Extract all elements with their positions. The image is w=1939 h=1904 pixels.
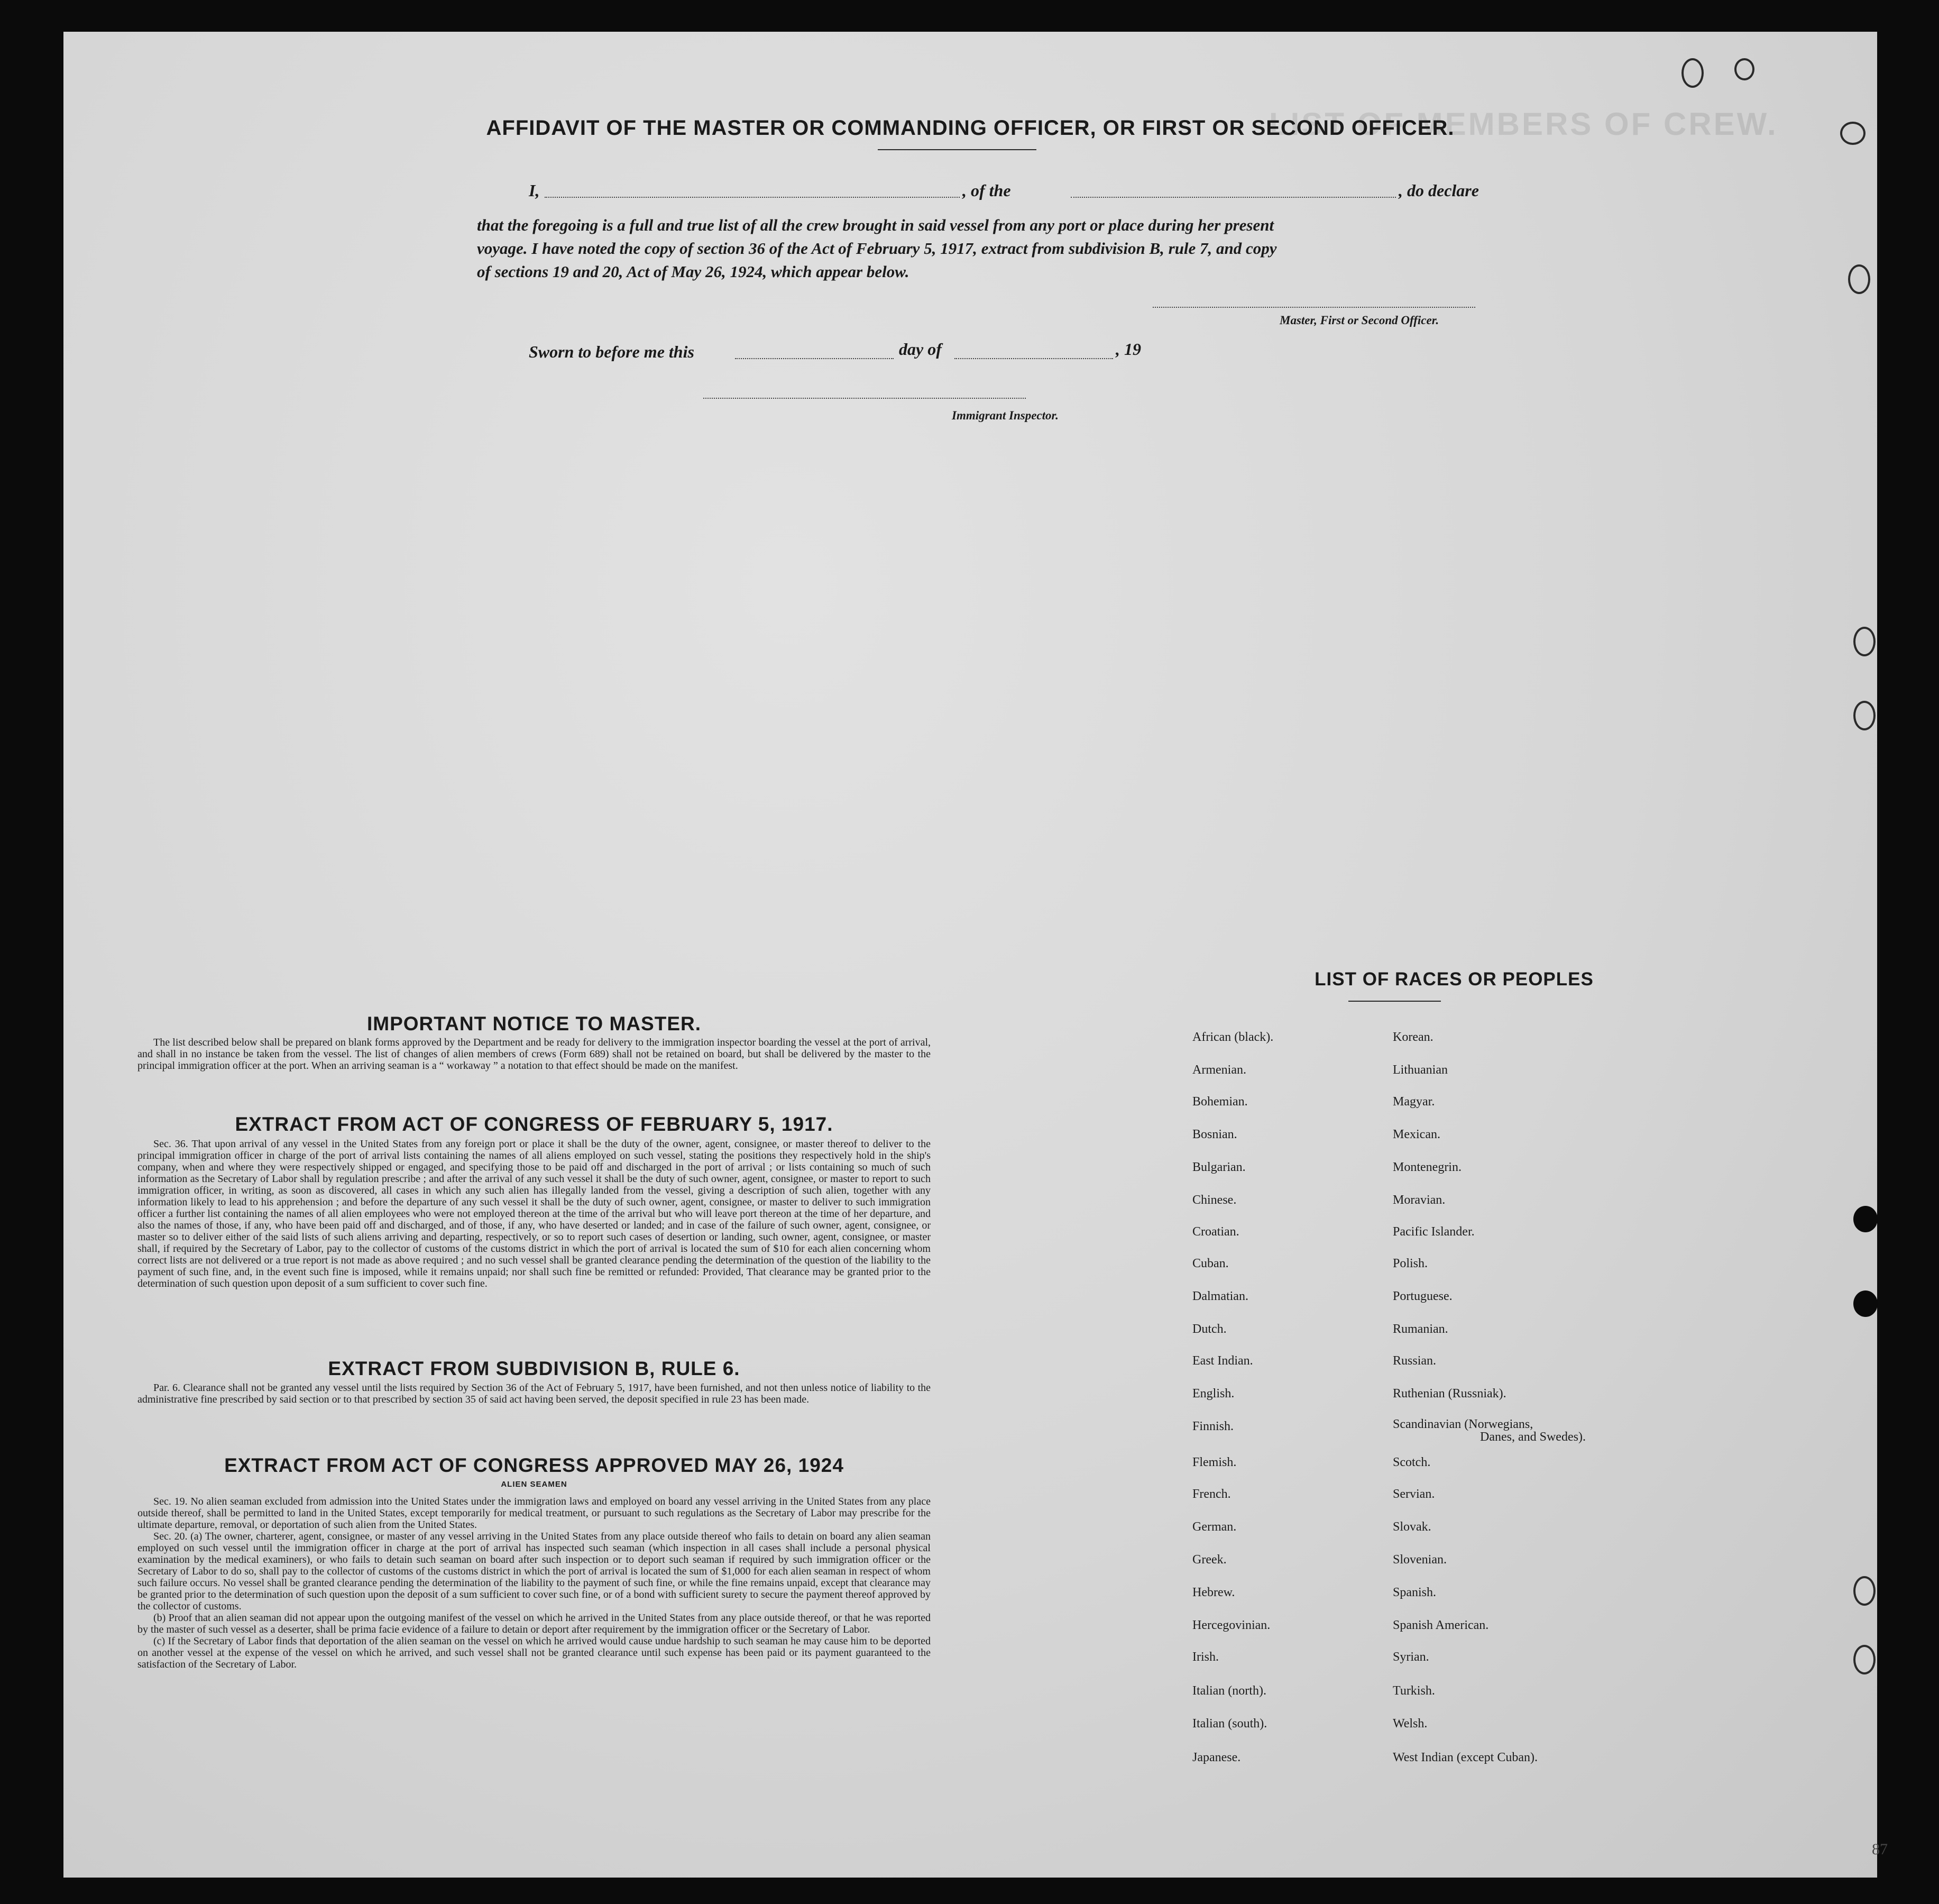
rule6-text: [137, 1382, 931, 1405]
extract-1924-text: [137, 1496, 931, 1670]
page-number-mark: 87: [1872, 1841, 1888, 1858]
document-page: [63, 32, 1888, 1878]
race-item: Pacific Islander.: [1393, 1225, 1475, 1239]
race-item: Danes, and Swedes).: [1480, 1430, 1586, 1444]
bleed-through-texture: LIST OF MEMBERS OF CREW.: [1269, 106, 1778, 142]
affidavit-line-2: that the foregoing is a full and true list of all the crew brought in said vessel from any port or place during her present: [477, 216, 1274, 234]
inspector-signature-blank[interactable]: [703, 398, 1026, 399]
race-item: Irish.: [1192, 1650, 1219, 1664]
punch-hole: [1681, 58, 1704, 88]
race-item: Hebrew.: [1192, 1586, 1235, 1599]
race-item: Italian (north).: [1192, 1684, 1266, 1698]
notice-title: IMPORTANT NOTICE TO MASTER.: [366, 1013, 701, 1035]
race-item: Syrian.: [1393, 1650, 1429, 1664]
race-item: German.: [1192, 1520, 1237, 1534]
rule6-title: EXTRACT FROM SUBDIVISION B, RULE 6.: [328, 1358, 740, 1379]
races-title: LIST OF RACES OR PEOPLES: [1315, 969, 1594, 990]
race-item: Italian (south).: [1192, 1717, 1267, 1731]
race-item: Greek.: [1192, 1553, 1227, 1567]
race-item: West Indian (except Cuban).: [1393, 1751, 1538, 1764]
race-item: Mexican.: [1393, 1128, 1440, 1141]
notice-paragraph: The list described below shall be prepared on blank forms approved by the Department and be ready for delivery to the immigration inspector boarding the vessel at the port of arrival, and shall in no instance be taken from the vessel. The list of changes of alien members of crews (Form 689) shall not be retained on board, but shall be delivered by the master to the principal immigration officer at the port. When an arriving seaman is a “ workaway ” a notation to that effect should be made on the manifest.: [137, 1037, 931, 1072]
race-item: Montenegrin.: [1393, 1160, 1462, 1174]
race-item: Korean.: [1393, 1030, 1433, 1044]
race-item: Croatian.: [1192, 1225, 1239, 1239]
punch-hole: [1853, 1645, 1876, 1674]
race-item: Bohemian.: [1192, 1095, 1248, 1109]
sec20a-paragraph: Sec. 20. (a) The owner, charterer, agent, consignee, or master of any vessel arriving in the United States from any place outside thereof who fails to detain on board any alien seaman employed on such vessel until the immigration officer in charge at the port of arrival has inspected such seaman (which inspection in all cases shall include a personal physical examination by the medical examiners), or who fails to detain such seaman on board after such inspection or to deport such seaman if required by such immigration officer or the Secretary of Labor to do so, shall pay to the collector of customs of the customs district in which the port of arrival is located the sum of $1,000 for each alien seaman in respect of whom such failure occurs. No vessel shall be granted clearance pending the determination of the liability to the payment of such fine, or while the fine remains unpaid, except that clearance may be granted prior to the determination of such question upon the deposit of a sum sufficient to cover such fine, or of a bond with sufficient surety to secure the payment thereof approved by the collector of customs.: [137, 1531, 931, 1612]
name-blank[interactable]: [545, 197, 960, 198]
affidavit-declare-label: , do declare: [1399, 181, 1479, 200]
punch-hole: [1853, 1206, 1878, 1232]
title-rule: [878, 149, 1036, 150]
race-item: Slovenian.: [1393, 1553, 1447, 1567]
punch-hole: [1853, 701, 1876, 730]
punch-hole: [1848, 264, 1870, 294]
race-item: Bosnian.: [1192, 1128, 1237, 1141]
affidavit-title: AFFIDAVIT OF THE MASTER OR COMMANDING OFFICER, OR FIRST OR SECOND OFFICER.: [486, 116, 1455, 140]
race-item: Welsh.: [1393, 1717, 1428, 1731]
race-item: Rumanian.: [1393, 1322, 1448, 1336]
race-item: Armenian.: [1192, 1063, 1246, 1077]
race-item: Moravian.: [1393, 1193, 1446, 1207]
section-36-paragraph: Sec. 36. That upon arrival of any vessel in the United States from any foreign port or place it shall be the duty of the owner, agent, consignee, or master thereof to deliver to the principal immigration officer in charge of the port of arrival lists containing the names of all aliens employed on such vessel, stating the positions they respectively hold in the ship's company, when and where they were respectively shipped or engaged, and specifying those to be paid off and discharged in the port of arrival ; or lists containing so much of such information as the Secretary of Labor shall by regulation prescribe ; and after the arrival of any such vessel it shall be the duty of such owner, agent, consignee, or master to report to such immigration officer, in writing, as soon as discovered, all cases in which any such alien has illegally landed from the vessel, giving a description of such alien, together with any information likely to lead to his apprehension ; and before the departure of any such vessel it shall be the duty of such owner, agent, consignee, or master to deliver to such immigration officer a further list containing the names of all alien employees who were not employed thereon at the time of the arrival but who will leave port thereon at the time of her departure, and also the names of those, if any, who have been paid off and discharged, and of those, if any, who have deserted or landed; and in case of the failure of such owner, agent, consignee, or master so to deliver either of the said lists of such aliens arriving and departing, respectively, or so to report such cases of desertion or landing, such owner, agent, consignee, or master shall, if required by the Secretary of Labor, pay to the collector of customs of the customs district in which the port of arrival is located the sum of $10 for each alien concerning whom correct lists are not delivered or a true report is not made as above required ; and no such vessel shall be granted clearance pending the determination of the question of the liability to the payment of such fine, and, in the event such fine is imposed, while it remains unpaid; nor shall such fine be remitted or refunded: Provided, That clearance may be granted prior to the determination of such question upon deposit of a sum sufficient to cover such fine.: [137, 1138, 931, 1289]
race-item: East Indian.: [1192, 1354, 1253, 1368]
extract-1917-text: [137, 1138, 931, 1289]
race-item: Ruthenian (Russniak).: [1393, 1387, 1506, 1400]
punch-hole: [1853, 1576, 1876, 1606]
race-item: Turkish.: [1393, 1684, 1435, 1698]
race-item: African (black).: [1192, 1030, 1274, 1044]
race-item: Servian.: [1393, 1487, 1435, 1501]
races-title-rule: [1348, 1001, 1441, 1002]
race-item: Lithuanian: [1393, 1063, 1448, 1077]
race-item: Dutch.: [1192, 1322, 1227, 1336]
sworn-month-blank[interactable]: [954, 358, 1113, 359]
race-item: Polish.: [1393, 1257, 1428, 1270]
race-item: Slovak.: [1393, 1520, 1431, 1534]
extract-1924-subtitle: ALIEN SEAMEN: [501, 1480, 567, 1489]
race-item: English.: [1192, 1387, 1235, 1400]
extract-1917-title: EXTRACT FROM ACT OF CONGRESS OF FEBRUARY 5, 1917.: [235, 1113, 833, 1135]
race-item: Finnish.: [1192, 1420, 1234, 1433]
race-item: Cuban.: [1192, 1257, 1229, 1270]
rule6-paragraph: Par. 6. Clearance shall not be granted any vessel until the lists required by Section 36 of the Act of February 5, 1917, have been furnished, and not then unless notice of liability to the administrative fine prescribed by said section or to that prescribed by section 35 of said act having been served, the deposit specified in rule 23 has been made.: [137, 1382, 931, 1405]
master-caption: Master, First or Second Officer.: [1280, 314, 1439, 327]
affidavit-of-the-label: , of the: [962, 181, 1011, 200]
master-signature-blank[interactable]: [1153, 307, 1475, 308]
race-item: Hercegovinian.: [1192, 1618, 1271, 1632]
day-of-label: day of: [899, 340, 942, 359]
race-item: Portuguese.: [1393, 1289, 1453, 1303]
race-item: Chinese.: [1192, 1193, 1237, 1207]
sec20b-paragraph: (b) Proof that an alien seaman did not appear upon the outgoing manifest of the vessel on which he arrived in the United States from any place outside thereof, or that he was reported by the master of such vessel as a deserter, shall be prima facie evidence of a failure to detain or deport after requirement by the immigration officer or the Secretary of Labor.: [137, 1612, 931, 1635]
sworn-text: Sworn to before me this: [529, 342, 694, 361]
race-item: Flemish.: [1192, 1456, 1237, 1469]
race-item: Bulgarian.: [1192, 1160, 1246, 1174]
race-item: Japanese.: [1192, 1751, 1241, 1764]
extract-1924-title: EXTRACT FROM ACT OF CONGRESS APPROVED MAY 26, 1924: [224, 1454, 844, 1476]
inspector-caption: Immigrant Inspector.: [952, 409, 1059, 422]
notice-text: [137, 1037, 931, 1072]
sworn-day-blank[interactable]: [735, 358, 894, 359]
affidavit-i-label: I,: [529, 181, 540, 200]
race-item: French.: [1192, 1487, 1231, 1501]
punch-hole: [1734, 58, 1754, 80]
punch-hole: [1853, 1290, 1878, 1317]
race-item: Magyar.: [1393, 1095, 1435, 1109]
affidavit-line-4: of sections 19 and 20, Act of May 26, 1924, which appear below.: [477, 262, 909, 281]
race-item: Scandinavian (Norwegians,: [1393, 1417, 1533, 1431]
race-item: Dalmatian.: [1192, 1289, 1248, 1303]
year-prefix: , 19: [1116, 340, 1141, 359]
sec19-paragraph: Sec. 19. No alien seaman excluded from admission into the United States under the immigration laws and employed on board any vessel arriving in the United States from any place outside thereof, shall be permitted to land in the United States, except temporarily for medical treatment, or pursuant to such regulations as the Secretary of Labor may prescribe for the ultimate departure, removal, or deportation of such alien from the United States.: [137, 1496, 931, 1531]
race-item: Spanish American.: [1393, 1618, 1489, 1632]
race-item: Russian.: [1393, 1354, 1437, 1368]
punch-hole: [1853, 627, 1876, 656]
vessel-name-blank[interactable]: [1071, 197, 1396, 198]
race-item: Scotch.: [1393, 1456, 1431, 1469]
sec20c-paragraph: (c) If the Secretary of Labor finds that deportation of the alien seaman on the vessel on which he arrived would cause undue hardship to such seaman he may cause him to be deported on another vessel at the expense of the vessel on which he arrived, and such vessel shall not be granted clearance until such expense has been paid or its payment guaranteed to the satisfaction of the Secretary of Labor.: [137, 1635, 931, 1670]
affidavit-line-3: voyage. I have noted the copy of section 36 of the Act of February 5, 1917, extract from subdivision B, rule 7, and copy: [477, 239, 1277, 258]
race-item: Spanish.: [1393, 1586, 1437, 1599]
